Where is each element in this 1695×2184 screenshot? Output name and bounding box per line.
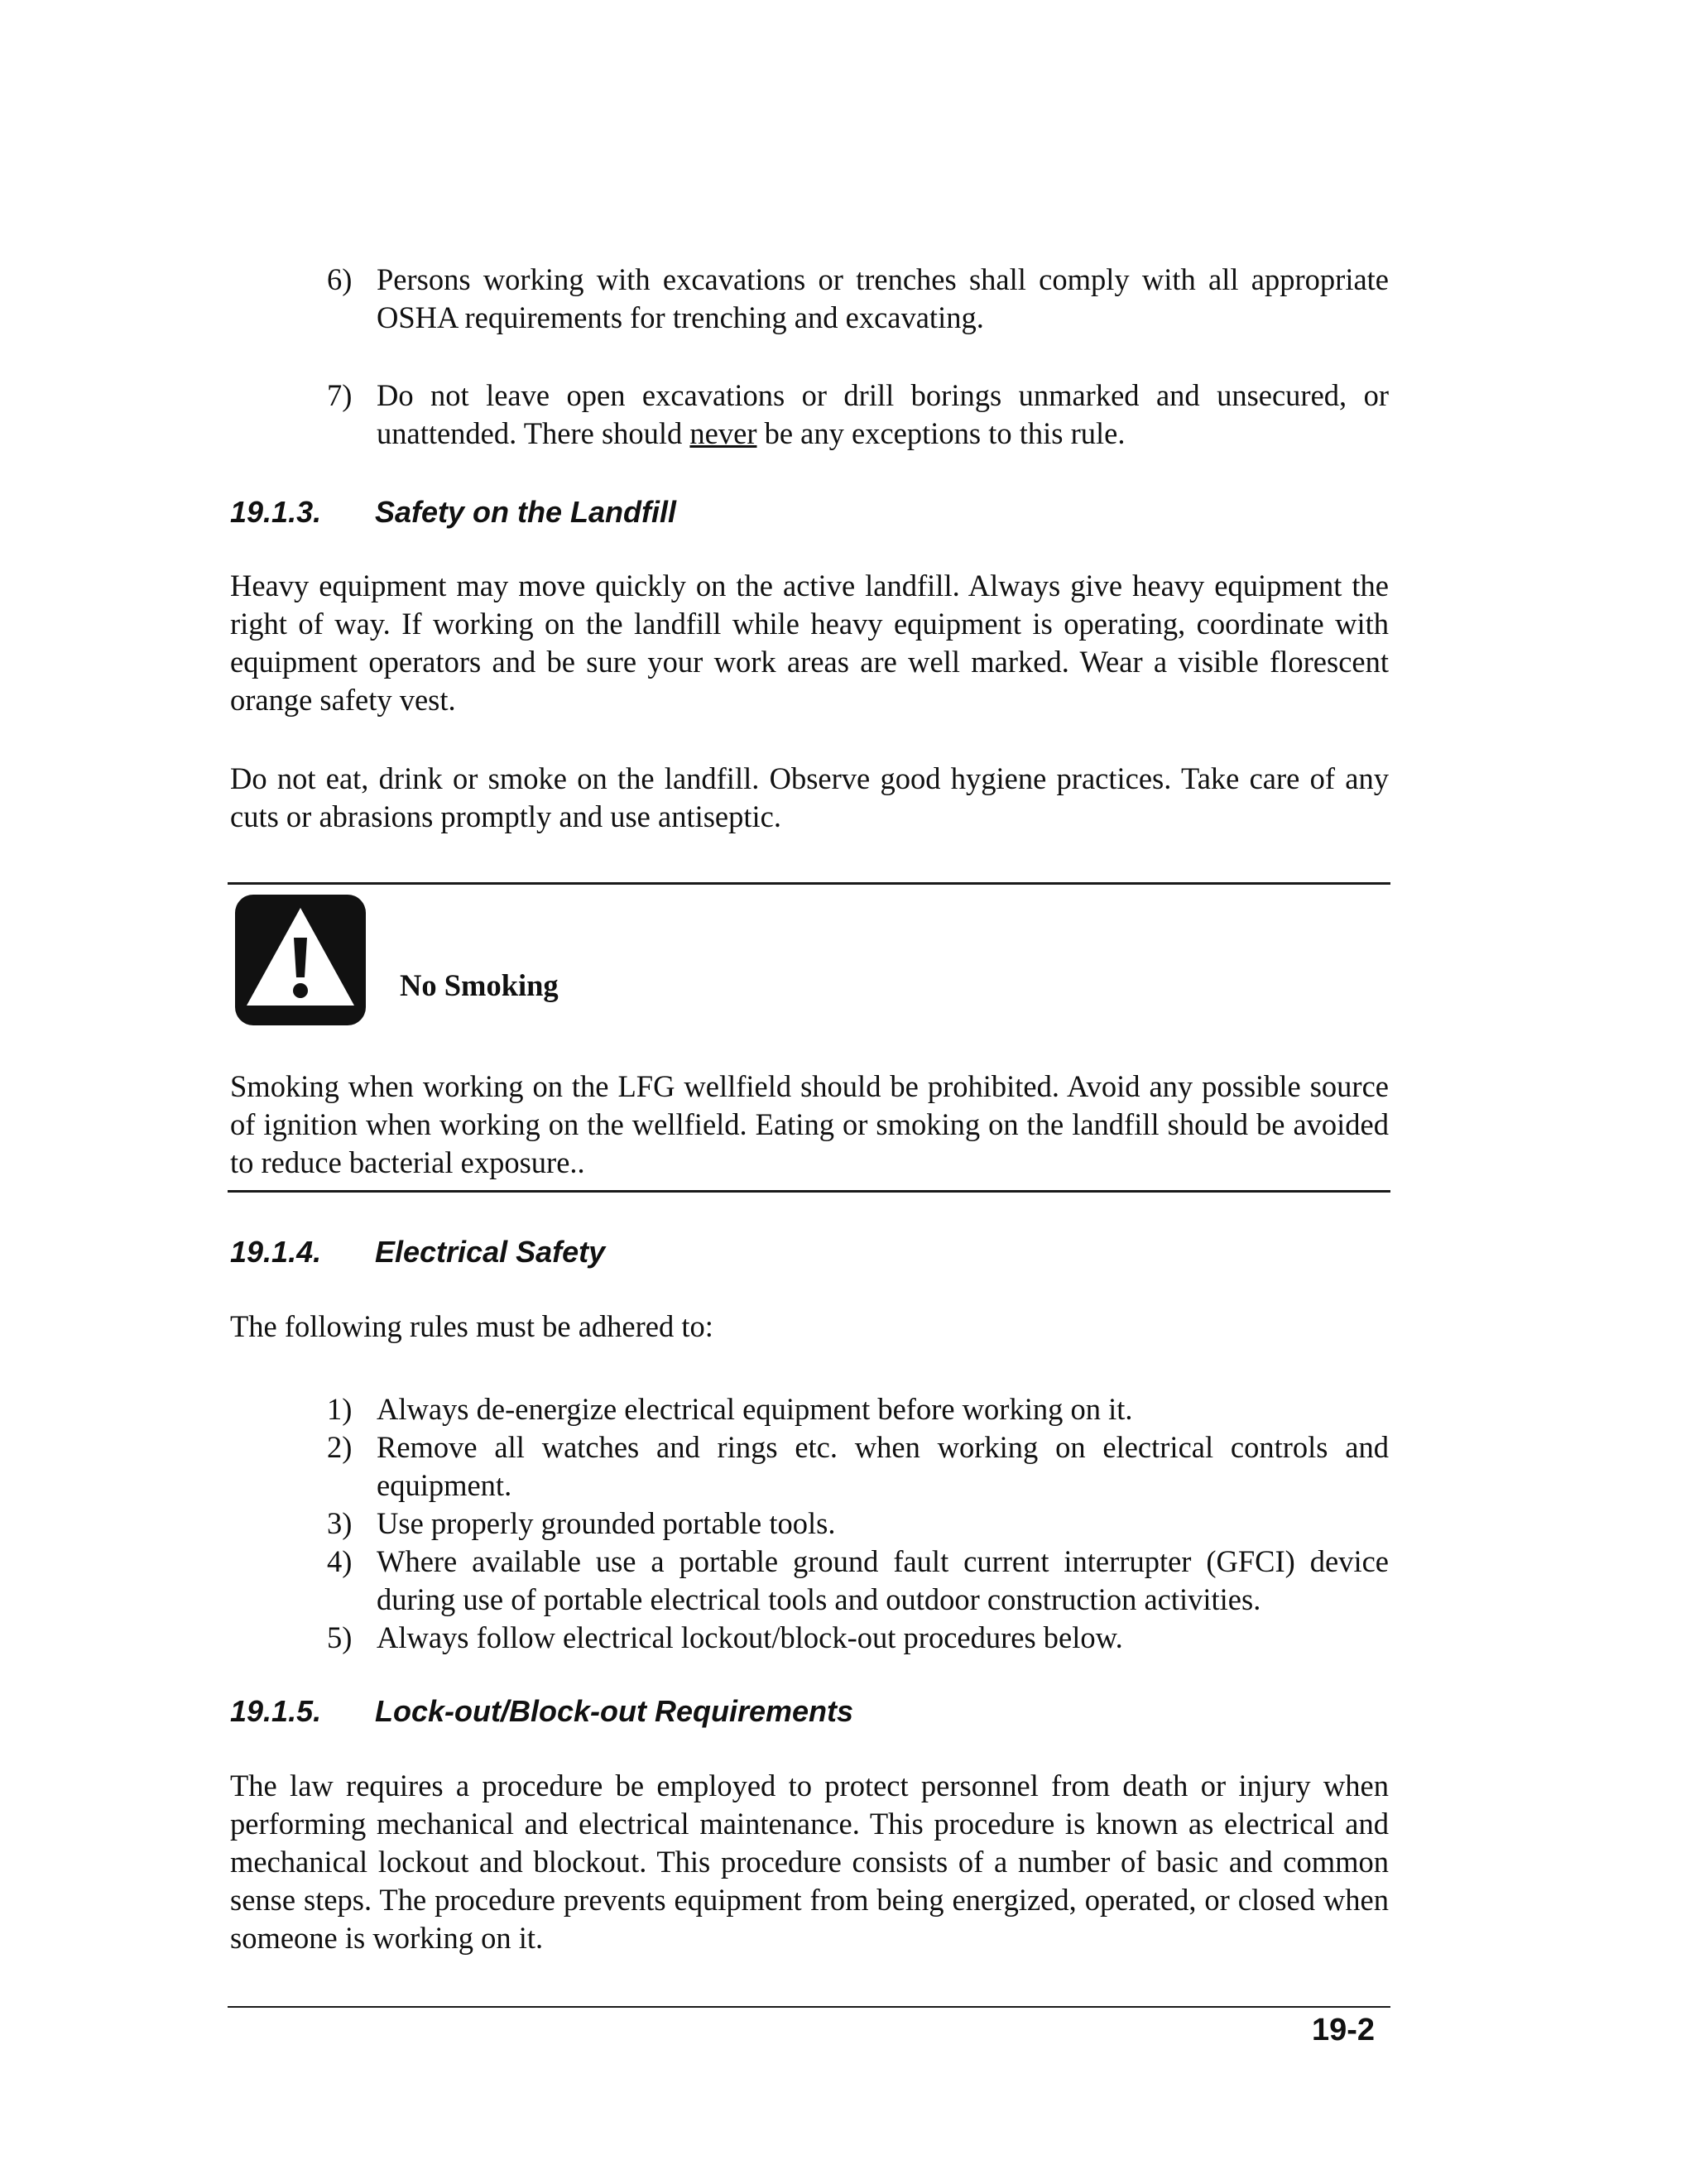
list-item-text: Where available use a portable ground fault current interrupter (GFCI) device during use of portable electrical tools and outdoor construction activities. <box>377 1544 1389 1616</box>
list-item-number: 4) <box>327 1544 353 1578</box>
warning-box-top-rule <box>228 882 1390 885</box>
section-heading-19-1-5 <box>230 1692 853 1730</box>
section-number: 19.1.5. <box>230 1694 322 1728</box>
section-heading-19-1-4 <box>230 1233 605 1271</box>
paragraph-lockout: The law requires a procedure be employed to protect personnel from death or injury when performing mechanical and electrical maintenance. This procedure is known as electrical and mechanical lockout and blockout. This procedure consists of a number of basic and common sense steps. The procedure prevents equipment from being energized, operated, or closed when someone is working on it. <box>230 1769 1389 1955</box>
list-item-text: Always follow electrical lockout/block-out procedures below. <box>377 1620 1123 1654</box>
section-number: 19.1.3. <box>230 495 322 529</box>
warning-triangle-icon <box>230 890 371 1030</box>
list-item-number: 6) <box>327 262 353 296</box>
paragraph-heavy-equipment: Heavy equipment may move quickly on the active landfill. Always give heavy equipment the right of way. If working on the landfill while heavy equipment is operating, coordinate with equipment operators and be sure your work areas are well marked. Wear a visible florescent orange safety vest. <box>230 569 1389 717</box>
section-number: 19.1.4. <box>230 1235 322 1269</box>
list-item-7 <box>327 377 1389 453</box>
list-item-text <box>377 377 1389 453</box>
list-item-number: 2) <box>327 1430 353 1464</box>
list-item-6 <box>327 261 1389 337</box>
list-item-3 <box>327 1505 1389 1543</box>
list-item-text: Always de-energize electrical equipment before working on it. <box>377 1392 1133 1426</box>
footer-rule <box>228 2006 1390 2008</box>
list-item-text-before: Do not leave open excavations or drill borings unmarked and unsecured, or unattended. There should <box>377 378 1389 450</box>
section-title: Lock-out/Block-out Requirements <box>375 1694 854 1728</box>
emphasis-never: never <box>689 416 757 450</box>
list-item-number: 3) <box>327 1506 353 1540</box>
page-number: 19-2 <box>1312 2013 1376 2047</box>
warning-box-bottom-rule <box>228 1190 1390 1193</box>
paragraph-rules-intro: The following rules must be adhered to: <box>230 1309 713 1343</box>
list-item-number: 5) <box>327 1620 353 1654</box>
list-item-number: 7) <box>327 378 353 412</box>
list-item-text-after: be any exceptions to this rule. <box>756 416 1126 450</box>
list-item-1 <box>327 1390 1389 1428</box>
list-item-2 <box>327 1428 1389 1505</box>
list-item-text: Remove all watches and rings etc. when working on electrical controls and equipment. <box>377 1430 1389 1502</box>
warning-text: Smoking when working on the LFG wellfield should be prohibited. Avoid any possible source of ignition when working on the wellfield. Eating or smoking on the landfill should be avoided to reduce bacterial exposure.. <box>230 1069 1389 1179</box>
list-item-5 <box>327 1619 1389 1657</box>
list-item-4 <box>327 1543 1389 1619</box>
list-item-text: Use properly grounded portable tools. <box>377 1506 836 1540</box>
section-title: Electrical Safety <box>375 1235 606 1269</box>
paragraph-hygiene: Do not eat, drink or smoke on the landfill. Observe good hygiene practices. Take care of any cuts or abrasions promptly and use antiseptic. <box>230 761 1389 833</box>
section-title: Safety on the Landfill <box>375 495 677 529</box>
section-heading-19-1-3 <box>230 493 676 531</box>
list-item-text: Persons working with excavations or trenches shall comply with all appropriate OSHA requirements for trenching and excavating. <box>377 262 1389 334</box>
warning-label: No Smoking <box>400 968 559 1002</box>
list-item-number: 1) <box>327 1392 353 1426</box>
